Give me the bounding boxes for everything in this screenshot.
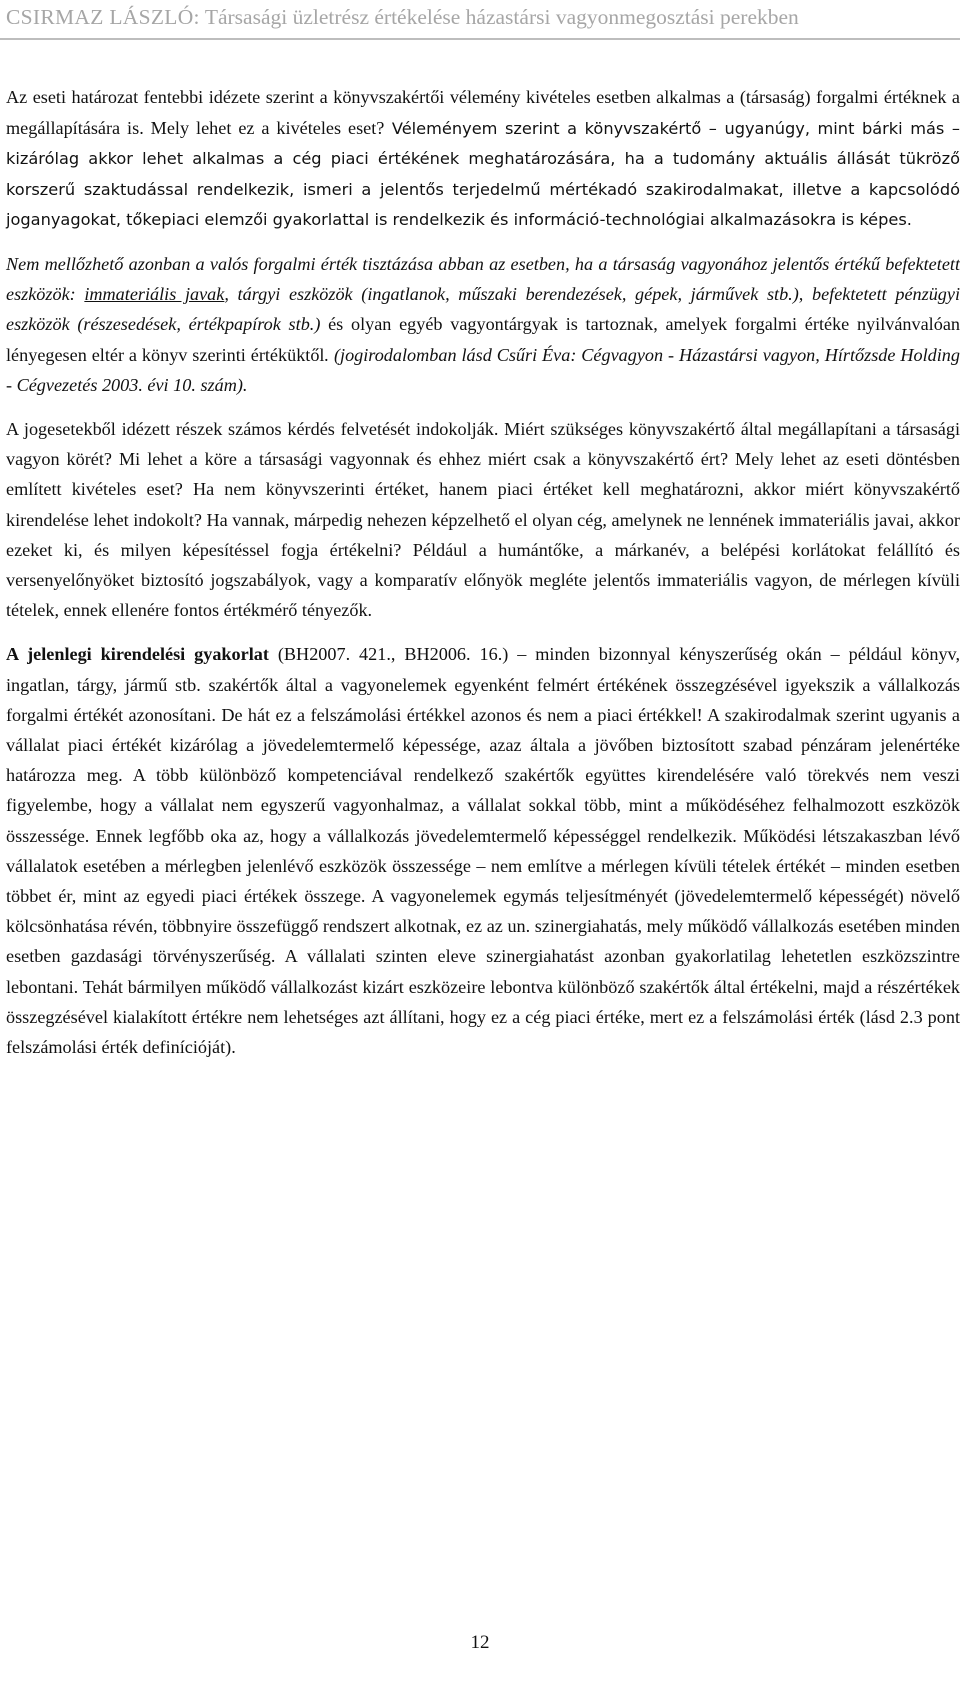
header-title: Társasági üzletrész értékelése házastársi vagyonmegosztási perekben [204,5,799,29]
page-number: 12 [470,1632,490,1653]
header-author: CSIRMAZ LÁSZLÓ: [6,5,200,29]
paragraph-2-text-4: . (jogirodalomban lásd Csűri Éva: Cégvagyon - Házastársi vagyon, Hírtőzsde Holding - Cégvezetés 2003. évi 10. szám). [6,344,960,395]
running-header [0,0,960,40]
paragraph-4-text: (BH2007. 421., BH2006. 16.) – minden bizonnyal kényszerűség okán – például könyv, ingatlan, tárgy, jármű stb. szakértők által a vagyonelemek egyenként felmért értékének összegzésével igyekszik a vállalkozás forgalmi értékét azonosítani. De hát ez a felszámolási értékkel azonos és nem a piaci értékkel! A szakirodalmak szerint ugyanis a vállalat piaci értékét kizárólag a jövedelemtermelő képessége, azaz általa a jövőben biztosított szabad pénzáram jelenértéke határozza meg. A több különböző kompetenciával rendelkező szakértők együttes kirendelésére való törekvés nem veszi figyelembe, hogy a vállalat nem egyszerű vagyonhalmaz, a vállalat sokkal több, mint a működéséhez felhalmozott eszközök összessége. Ennek legfőbb oka az, hogy a vállalkozás jövedelemtermelő képességgel rendelkezik. Működési létszakaszban lévő vállalatok esetében a mérlegben jelenlévő eszközök összessége – nem említve a mérlegen kívüli tételek értékét – minden esetben többet ér, mint az egyedi piaci értékek összege. A vagyonelemek egymás teljesítményét (jövedelemtermelő képességét) növelő kölcsönhatása révén, többnyire összefüggő rendszert alkotnak, ez az un. szinergiahatás, mely működő vállalkozás esetében minden esetben gazdasági törvényszerűség. A vállalati szinten eleve szinergiahatást azonban gyakorlatilag lehetetlen eszközszintre lebontani. Tehát bármilyen működő vállalkozást kizárt eszközeire lebontva különböző szakértők által értékelni, majd a részértékek összegzésével kialakított értékre nem lehetséges azt állítani, hogy ez a cég piaci értéke, mert ez a felszámolási érték (lásd 2.3 pont felszámolási érték definícióját). [6,644,960,1058]
paragraph-market-value [6,249,960,400]
current-practice-heading: A jelenlegi kirendelési gyakorlat [6,644,269,665]
paragraph-expert-opinion [6,82,960,235]
immaterial-assets-link[interactable]: immateriális javak [84,284,225,305]
paragraph-questions: A jogesetekből idézett részek számos kérdés felvetését indokolják. Miért szükséges könyvszakértő által megállapítani a társasági vagyon körét? Mi lehet a köre a társasági vagyonnak és ehhez miért csak a könyvszakértő ért? Mely lehet az eseti döntésben említett kivételes eset? Ha nem könyvszerinti értéket, hanem piaci értéket kell meghatározni, akkor miért könyvszakértő kirendelése lehet indokolt? Ha vannak, márpedig nehezen képzelhető el olyan cég, amelynek ne lennének immateriális javai, akkor ezeket ki, és milyen képesítéssel fogja értékelni? Például a humántőke, a márkanév, a belépési korlátokat felállító és versenyelőnyöket biztosító jogszabályok, vagy a komparatív előnyök megléte jelentős immateriális vagyon, de mérlegen kívüli tételek, ennek ellenére fontos értékmérő tényezők. [6,419,960,621]
paragraph-2-text-3: és olyan egyéb vagyontárgyak is tartoznak, amelyek forgalmi értéke nyilvánvalóan lényegesen eltér a könyv szerinti értéküktől [6,314,960,365]
paragraph-1-sentence-1: Az eseti határozat fentebbi idézete szerint a könyvszakértői vélemény kivételes esetben alkalmas a (társaság) forgalmi értéknek a megállapítására is. Mely lehet ez a kivételes eset? [6,87,960,139]
paragraph-current-practice [6,639,960,1062]
document-body [6,82,960,1062]
paragraph-1-sentence-2: Véleményem szerint a könyvszakértő – ugyanúgy, mint bárki más – kizárólag akkor lehet alkalmas a cég piaci értékének meghatározására, ha a tudomány aktuális állását tükröző korszerű szaktudással rendelkezik, ismeri a jelentős terjedelmű mértékadó szakirodalmakat, illetve a kapcsolódó joganyagokat, tőkepiaci elemzői gyakorlattal is rendelkezik és információ-technológiai alkalmazásokra is képes. [6,119,960,229]
paragraph-2-text-1: Nem mellőzhető azonban a valós forgalmi érték tisztázása abban az esetben, ha a társaság vagyonához jelentős értékű befektetett eszközök: [6,254,960,305]
paragraph-2-text-2: , tárgyi eszközök (ingatlanok, műszaki berendezések, gépek, járművek stb.), befektetett pénzügyi eszközök (részesedések, értékpapírok stb.) [6,284,960,335]
